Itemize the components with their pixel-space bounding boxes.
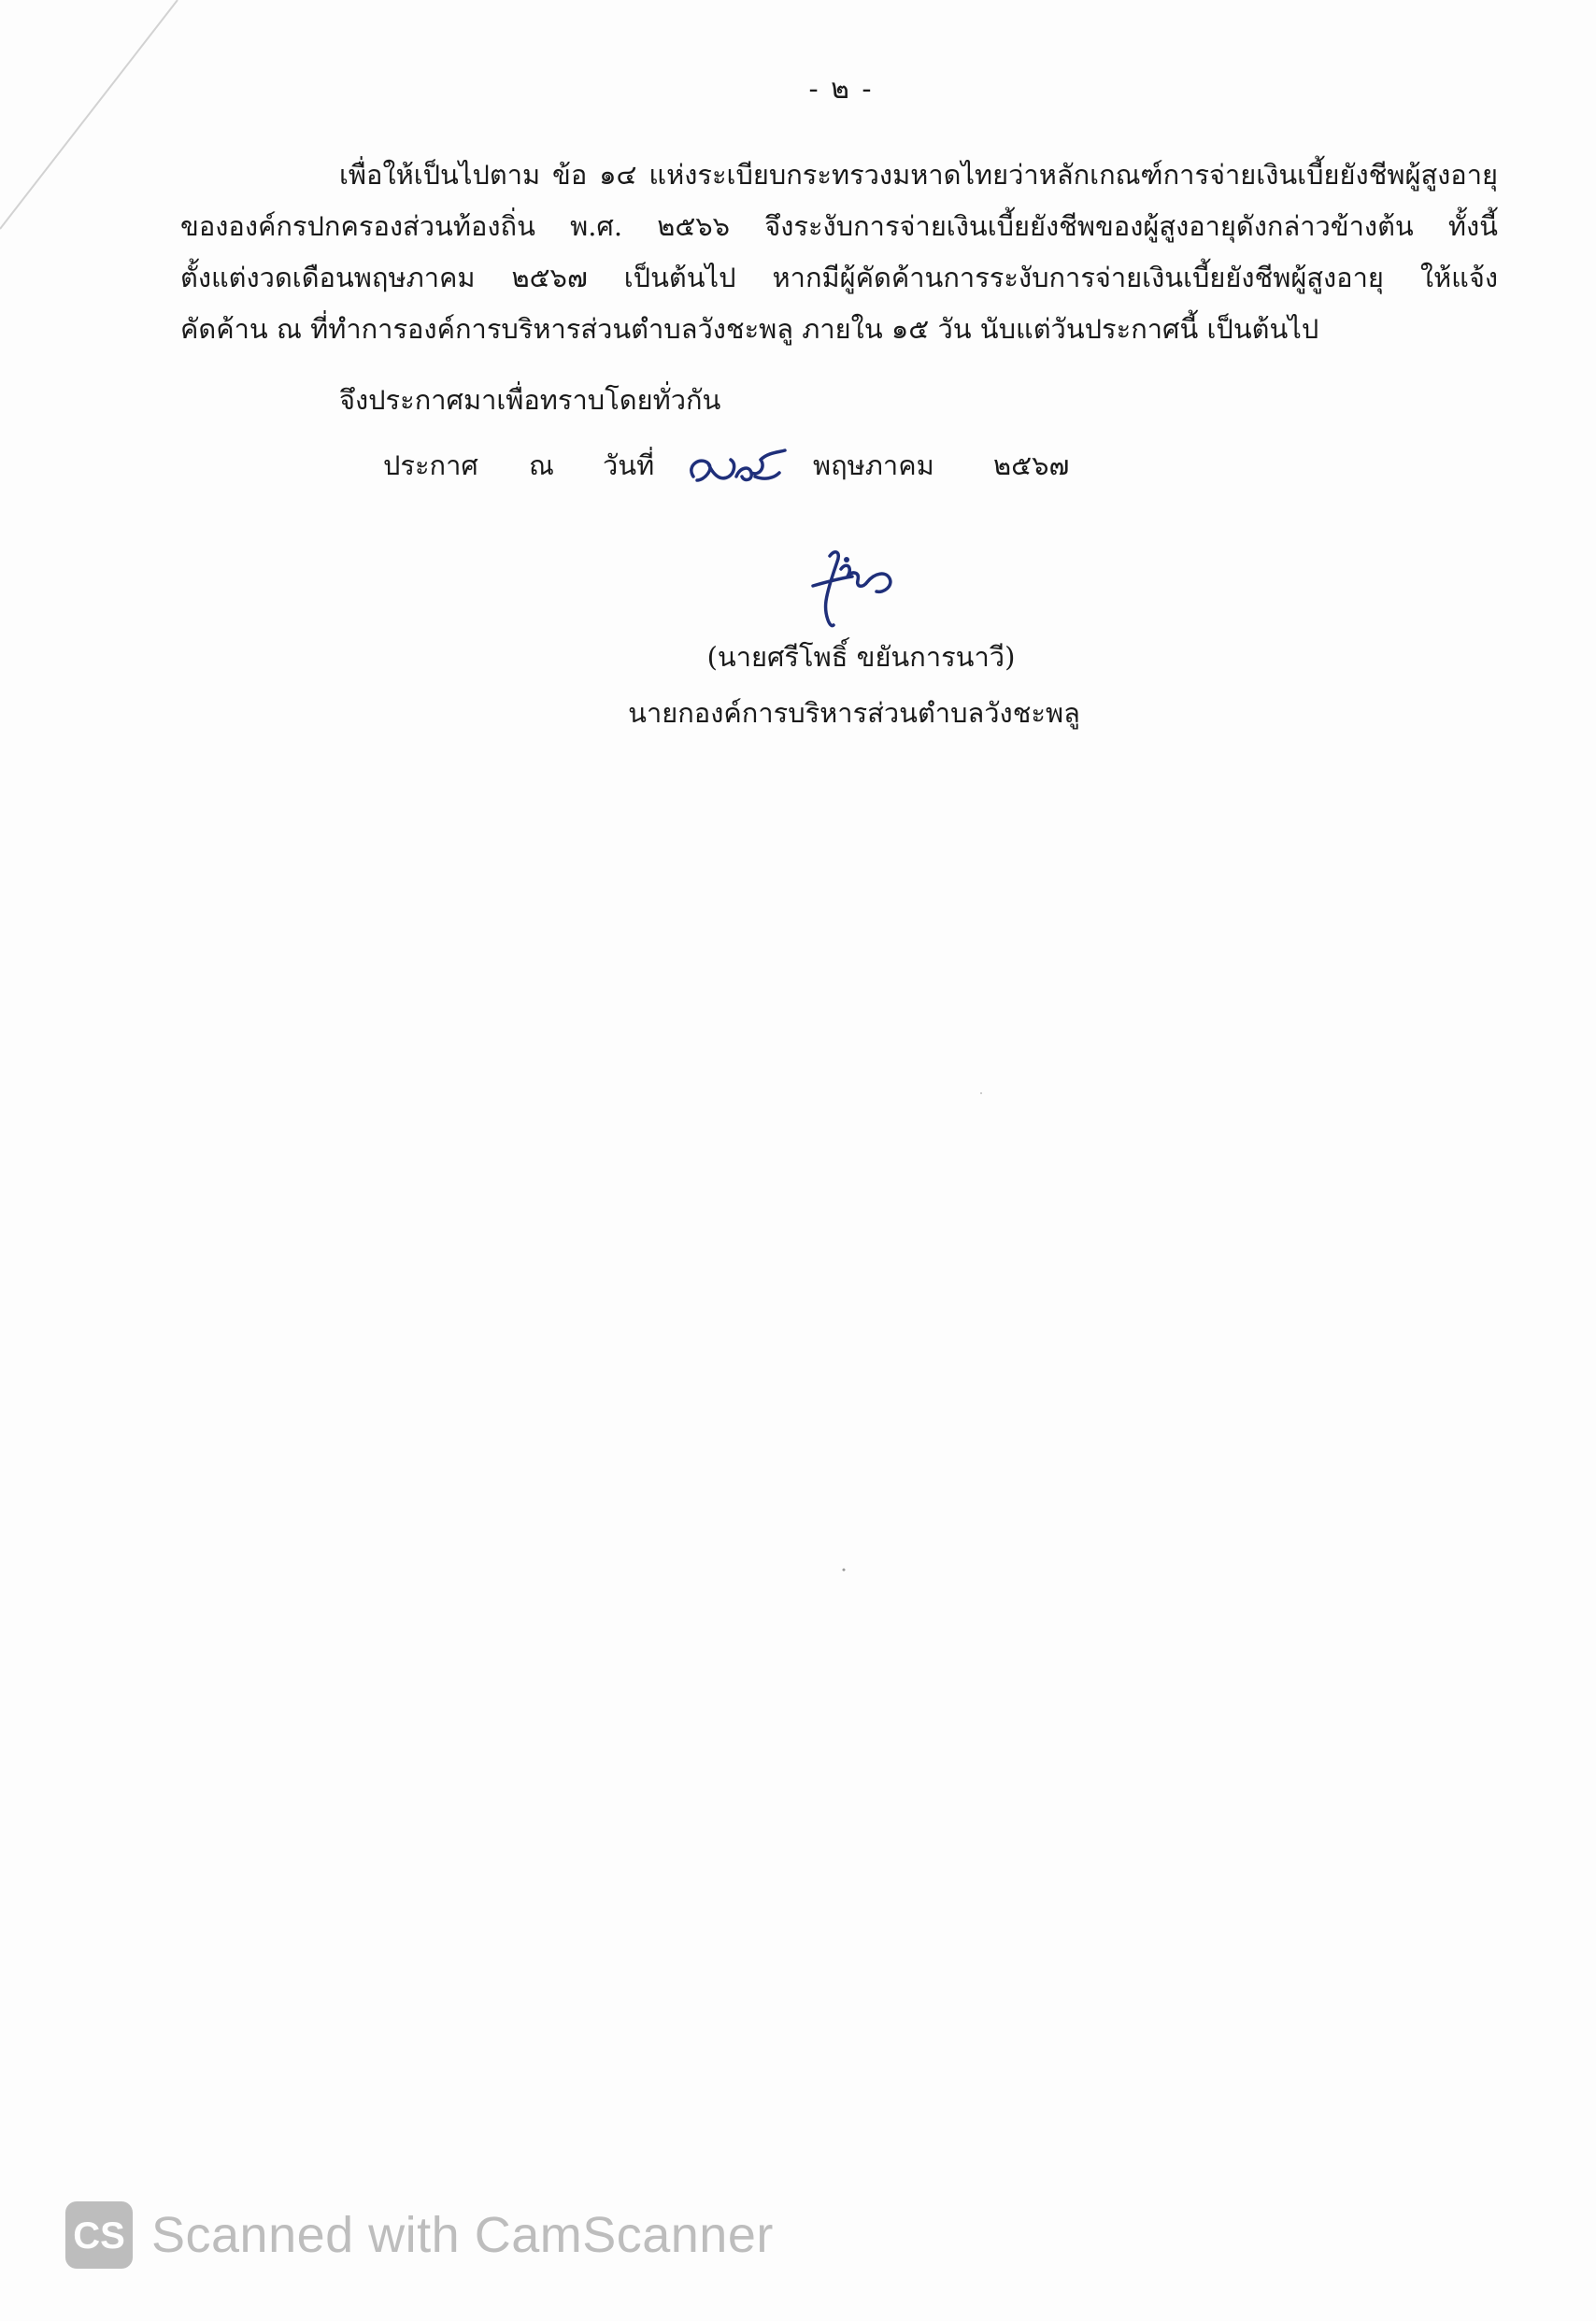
announce-at: ณ: [529, 449, 554, 481]
signer-name-text: (นายศรีโพธิ์ ขยันการนาวี): [706, 641, 1016, 673]
svg-text:CS: CS: [73, 2215, 125, 2257]
paragraph-line: ขององค์กรปกครองส่วนท้องถิ่น พ.ศ. ๒๕๖๖ จึงระงับการจ่ายเงินเบี้ยยังชีพของผู้สูงอายุดังกล่าวข้างต้น ทั้งนี้: [180, 210, 1498, 242]
month: พฤษภาคม: [813, 449, 934, 481]
paragraph-line: เพื่อให้เป็นไปตาม ข้อ ๑๔ แห่งระเบียบกระทรวงมหาดไทยว่าหลักเกณฑ์การจ่ายเงินเบี้ยยังชีพผู้สูงอายุ: [339, 159, 1498, 191]
signer-title-text: นายกองค์การบริหารส่วนตำบลวังชะพลู: [628, 697, 1080, 729]
camscanner-watermark: [64, 2198, 774, 2272]
announce-label: ประกาศ: [383, 449, 478, 481]
paragraph-line: คัดค้าน ณ ที่ทำการองค์การบริหารส่วนตำบลวังชะพลู ภายใน ๑๕ วัน นับแต่วันประกาศนี้ เป็นต้นไป: [180, 313, 1319, 345]
page-number: - ๒ -: [808, 73, 874, 106]
camscanner-logo-icon: [64, 2200, 135, 2271]
year: ๒๕๖๗: [993, 449, 1070, 481]
closing-statement: จึงประกาศมาเพื่อทราบโดยทั่วกัน: [339, 384, 721, 416]
watermark-text: Scanned with CamScanner: [151, 2207, 774, 2263]
day-label: วันที่: [603, 449, 655, 481]
paragraph-line: ตั้งแต่งวดเดือนพฤษภาคม ๒๕๖๗ เป็นต้นไป หากมีผู้คัดค้านการระงับการจ่ายเงินเบี้ยยังชีพผู้สูงอายุ ให้แจ้ง: [180, 262, 1498, 293]
